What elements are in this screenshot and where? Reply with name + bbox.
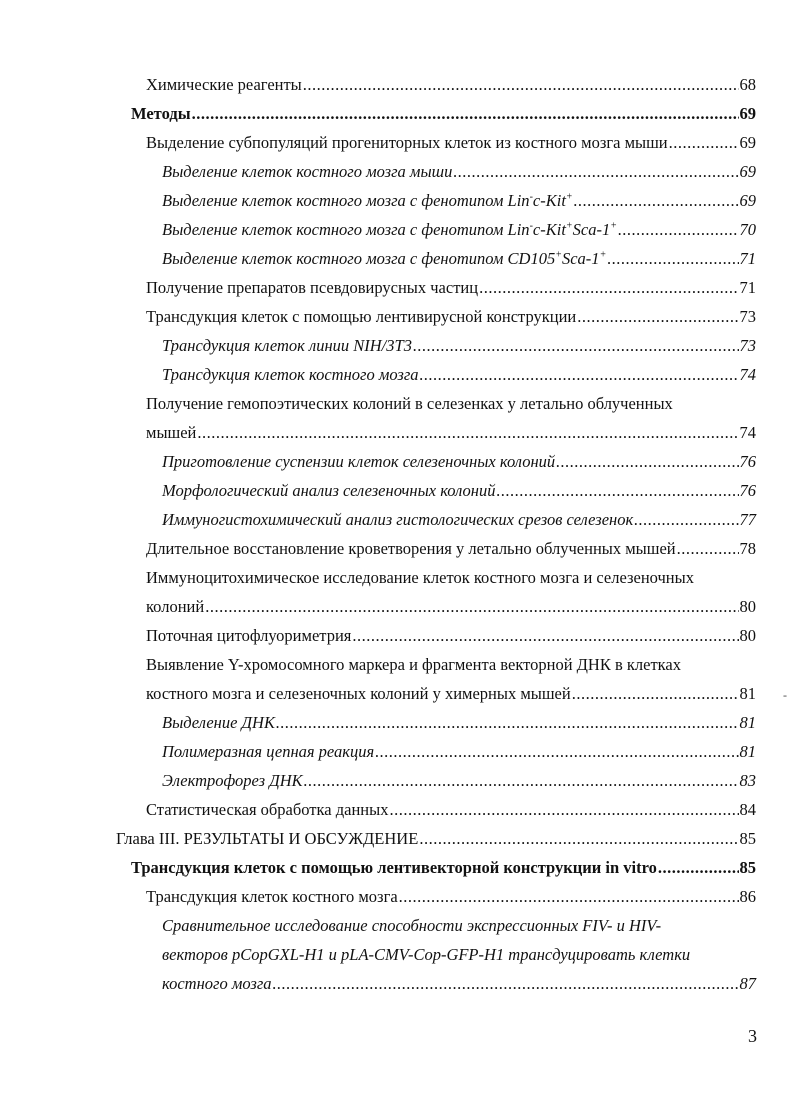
- toc-entry-page: 81: [739, 713, 756, 732]
- toc-entry-page: 73: [739, 307, 756, 326]
- leader-dots: [607, 246, 738, 272]
- toc-entry-page: 68: [739, 75, 756, 94]
- toc-entry-page: 71: [739, 278, 756, 297]
- toc-entry: [162, 507, 756, 533]
- toc-entry-title: костного мозга: [162, 974, 272, 993]
- toc-entry-title: Трансдукция клеток с помощью лентивекторной конструкции in vitro: [131, 858, 657, 877]
- toc-entry-title: Химические реагенты: [146, 75, 302, 94]
- leader-dots: [577, 304, 738, 330]
- leader-dots: [413, 333, 739, 359]
- toc-entry-page: 83: [739, 771, 756, 790]
- toc-entry-title-line: Иммуноцитохимическое исследование клеток костного мозга и селезеночных: [146, 568, 694, 587]
- leader-dots: [618, 217, 739, 243]
- toc-entry-title: Полимеразная цепная реакция: [162, 742, 375, 761]
- leader-dots: [197, 420, 738, 446]
- leader-dots: [399, 884, 739, 910]
- toc-entry-page: 73: [739, 336, 756, 355]
- toc-entry: [116, 826, 756, 852]
- toc-entry-title: Электрофорез ДНК: [162, 771, 303, 790]
- leader-dots: [276, 710, 739, 736]
- toc-entry-title: Трансдукция клеток с помощью лентивирусной конструкции: [146, 307, 577, 326]
- toc-entry: [146, 130, 756, 156]
- toc-entry-title: Поточная цитофлуориметрия: [146, 626, 352, 645]
- toc-entry: [162, 246, 756, 272]
- toc-entry-title: мышей: [146, 423, 197, 442]
- toc-entry-title-line: Получение гемопоэтических колоний в селезенках у летально облученных: [146, 394, 673, 413]
- leader-dots: [273, 971, 739, 997]
- toc-entry-page: 74: [739, 423, 756, 442]
- toc-entry: [131, 855, 756, 881]
- toc-entry: [146, 623, 756, 649]
- toc-entry: [162, 333, 756, 359]
- toc-entry-title: Выделение клеток костного мозга с фенотипом Lin-c-Kit+: [162, 191, 573, 210]
- toc-entry-title: Длительное восстановление кроветворения у летально облученных мышей: [146, 539, 676, 558]
- toc-entry: [131, 101, 756, 127]
- toc-entry-title-line: Выявление Y-хромосомного маркера и фрагмента векторной ДНК в клетках: [146, 655, 681, 674]
- toc-entry-title: Выделение клеток костного мозга с фенотипом CD105+Sca-1+: [162, 249, 607, 268]
- leader-dots: [420, 362, 739, 388]
- toc-entry: [146, 681, 756, 707]
- toc-entry-title: Иммуногистохимический анализ гистологических срезов селезенок: [162, 510, 634, 529]
- toc-entry-page: 71: [739, 249, 756, 268]
- toc-entry: [146, 304, 756, 330]
- toc-entry: [146, 797, 756, 823]
- toc-entry: [146, 420, 756, 446]
- toc-entry-title: Трансдукция клеток костного мозга: [146, 887, 398, 906]
- toc-entry-title: Приготовление суспензии клеток селезеночных колоний: [162, 452, 556, 471]
- toc-entry-title: костного мозга и селезеночных колоний у химерных мышей: [146, 684, 571, 703]
- leader-dots: [304, 768, 739, 794]
- toc-entry: [162, 478, 756, 504]
- toc-entry-title: Трансдукция клеток костного мозга: [162, 365, 419, 384]
- toc-entry: [162, 362, 756, 388]
- toc-entry-title: колоний: [146, 597, 205, 616]
- leader-dots: [556, 449, 738, 475]
- leader-dots: [572, 681, 739, 707]
- toc-entry-page: 70: [739, 220, 756, 239]
- toc-entry-title: Трансдукция клеток линии NIH/3T3: [162, 336, 412, 355]
- toc-entry-page: 85: [739, 858, 756, 877]
- toc-entry-title: Глава III. РЕЗУЛЬТАТЫ И ОБСУЖДЕНИЕ: [116, 829, 419, 848]
- toc-entry-page: 87: [739, 974, 756, 993]
- toc-entry-title-line: векторов pCopGXL-H1 и pLA-CMV-Cop-GFP-H1 трансдуцировать клетки: [162, 945, 691, 964]
- toc-entry-page: 81: [739, 742, 756, 761]
- toc-entry: [162, 159, 756, 185]
- toc-entry-page: 80: [739, 597, 756, 616]
- page-number: 3: [748, 1026, 757, 1046]
- toc-entry-title-line: Сравнительное исследование способности экспрессионных FIV- и HIV-: [162, 916, 662, 935]
- leader-dots: [192, 101, 739, 127]
- leader-dots: [496, 478, 738, 504]
- toc-entry-title: Статистическая обработка данных: [146, 800, 389, 819]
- toc-entry-page: 78: [739, 539, 756, 558]
- toc-entry: [162, 217, 756, 243]
- leader-dots: [375, 739, 738, 765]
- toc-entry-page: 76: [739, 481, 756, 500]
- toc-entry: [162, 971, 756, 997]
- leader-dots: [677, 536, 739, 562]
- toc-entry: [162, 768, 756, 794]
- toc-entry-page: 81: [739, 684, 756, 703]
- toc-entry: [162, 710, 756, 736]
- toc-entry: [146, 884, 756, 910]
- toc-entry-title: Методы: [131, 104, 191, 123]
- leader-dots: [419, 826, 738, 852]
- toc-entry-title: Выделение ДНК: [162, 713, 275, 732]
- toc-entry-page: 86: [739, 887, 756, 906]
- toc-entry-title: Выделение клеток костного мозга с фенотипом Lin-c-Kit+Sca-1+: [162, 220, 617, 239]
- leader-dots: [634, 507, 738, 533]
- toc-entry-page: 77: [739, 510, 756, 529]
- toc-entry-title: Выделение клеток костного мозга мыши: [162, 162, 453, 181]
- toc-entry-page: 85: [739, 829, 756, 848]
- toc-entry-page: 69: [739, 104, 756, 123]
- leader-dots: [352, 623, 738, 649]
- leader-dots: [205, 594, 738, 620]
- leader-dots: [453, 159, 738, 185]
- toc-entry: [146, 594, 756, 620]
- toc-entry: [146, 72, 756, 98]
- leader-dots: [669, 130, 739, 156]
- leader-dots: [658, 855, 739, 881]
- toc-entry-page: 84: [739, 800, 756, 819]
- toc-entry: [162, 188, 756, 214]
- toc-entry-page: 76: [739, 452, 756, 471]
- toc-entry-page: 69: [739, 162, 756, 181]
- toc-entry-page: 69: [739, 191, 756, 210]
- toc-entry: [162, 739, 756, 765]
- leader-dots: [389, 797, 738, 823]
- toc-entry: [146, 536, 756, 562]
- toc-entry: [162, 449, 756, 475]
- toc-entry-title: Выделение субпопуляций прогениторных клеток из костного мозга мыши: [146, 133, 668, 152]
- toc-entry-page: 69: [739, 133, 756, 152]
- scan-mark: -: [783, 688, 787, 702]
- leader-dots: [479, 275, 738, 301]
- toc-entry-page: 74: [739, 365, 756, 384]
- toc-entry-title: Морфологический анализ селезеночных колоний: [162, 481, 496, 500]
- toc-entry: [146, 275, 756, 301]
- toc-entry-page: 80: [739, 626, 756, 645]
- leader-dots: [574, 188, 739, 214]
- leader-dots: [303, 72, 739, 98]
- toc-entry-title: Получение препаратов псевдовирусных частиц: [146, 278, 479, 297]
